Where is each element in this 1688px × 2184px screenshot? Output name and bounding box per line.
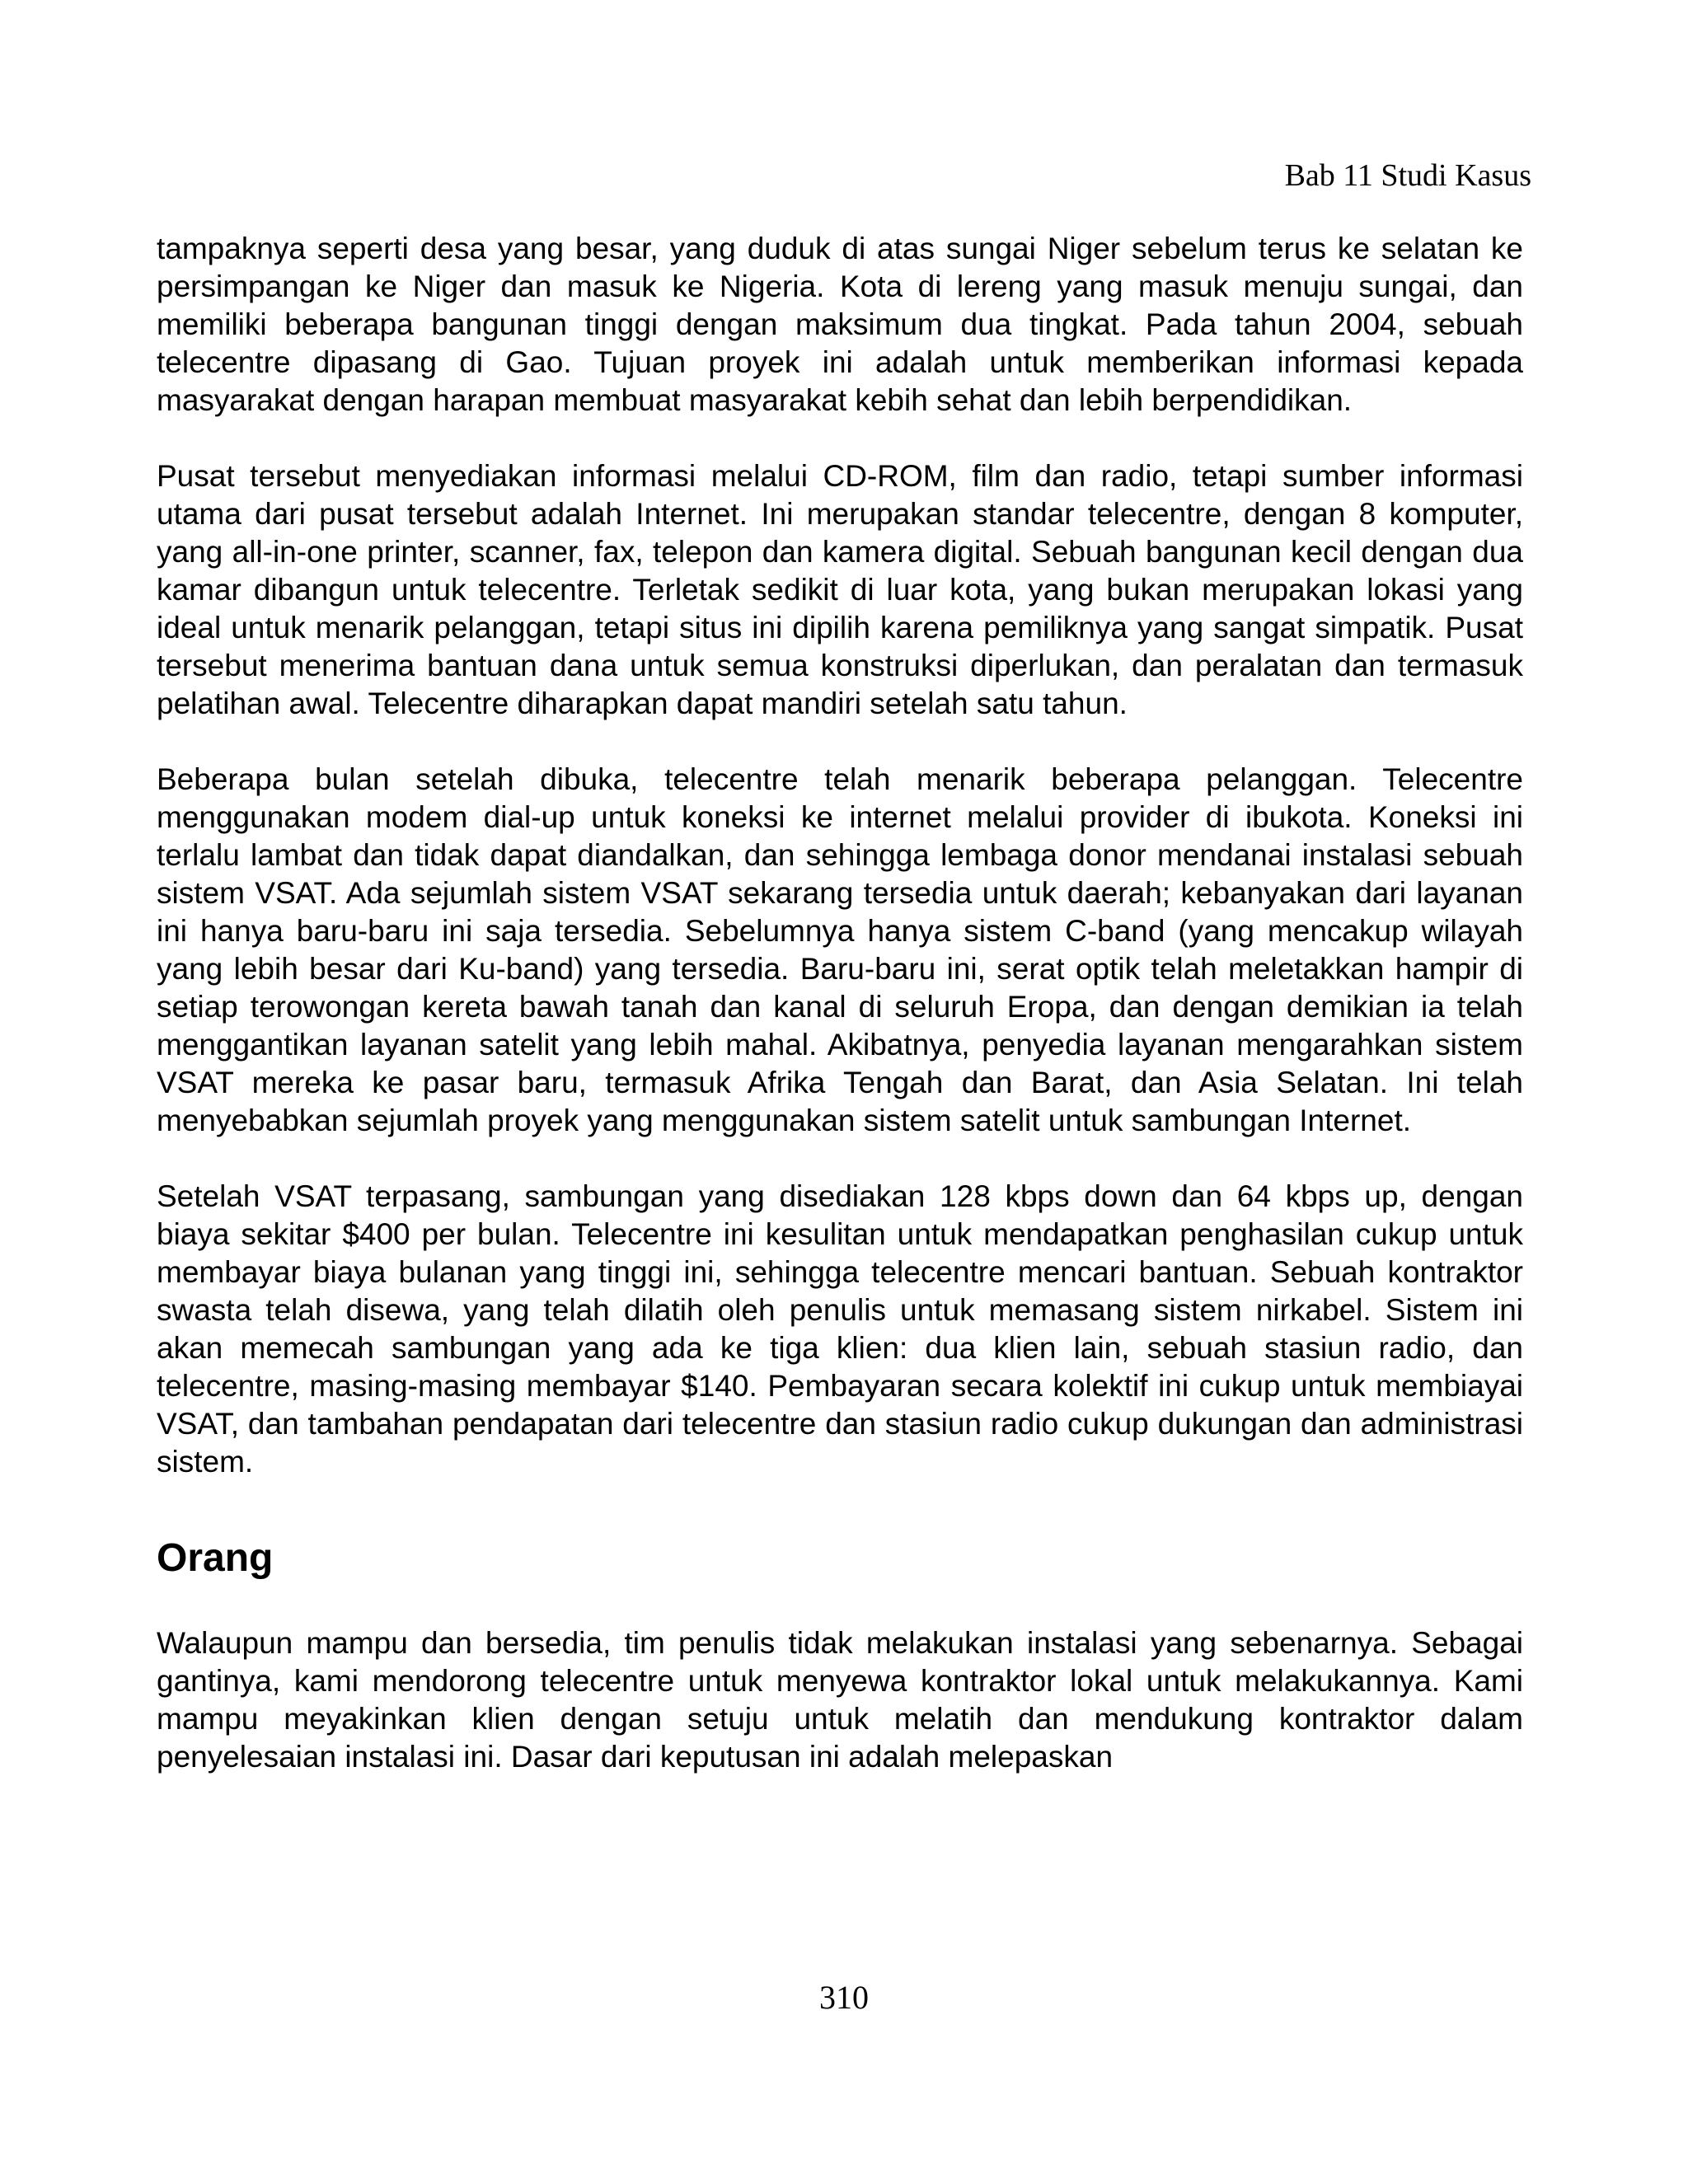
running-header: Bab 11 Studi Kasus xyxy=(1284,158,1531,193)
paragraph-vsat-connection: Beberapa bulan setelah dibuka, telecentre telah menarik beberapa pelanggan. Telecentre menggunakan modem dial-up untuk koneksi ke internet melalui provider di ibukota. Koneksi ini terlalu lambat dan tidak dapat diandalkan, dan sehingga lembaga donor mendanai instalasi sebuah sistem VSAT. Ada sejumlah sistem VSAT sekarang tersedia untuk daerah; kebanyakan dari layanan ini hanya baru-baru ini saja tersedia. Sebelumnya hanya sistem C-band (yang mencakup wilayah yang lebih besar dari Ku-band) yang tersedia. Baru-baru ini, serat optik telah meletakkan hampir di setiap terowongan kereta bawah tanah dan kanal di seluruh Eropa, dan dengan demikian ia telah menggantikan layanan satelit yang lebih mahal. Akibatnya, penyedia layanan mengarahkan sistem VSAT mereka ke pasar baru, termasuk Afrika Tengah dan Barat, dan Asia Selatan. Ini telah menyebabkan sejumlah proyek yang menggunakan sistem satelit untuk sambungan Internet. xyxy=(157,762,1523,1137)
page-body xyxy=(157,230,1523,1814)
section-heading-orang: Orang xyxy=(157,1536,274,1580)
paragraph-vsat-cost: Setelah VSAT terpasang, sambungan yang disediakan 128 kbps down dan 64 kbps up, dengan biaya sekitar $400 per bulan. Telecentre ini kesulitan untuk mendapatkan penghasilan cukup untuk membayar biaya bulanan yang tinggi ini, sehingga telecentre mencari bantuan. Sebuah kontraktor swasta telah disewa, yang telah dilatih oleh penulis untuk memasang sistem nirkabel. Sistem ini akan memecah sambungan yang ada ke tiga klien: dua klien lain, sebuah stasiun radio, dan telecentre, masing-masing membayar $140. Pembayaran secara kolektif ini cukup untuk membiayai VSAT, dan tambahan pendapatan dari telecentre dan stasiun radio cukup dukungan dan administrasi sistem. xyxy=(157,1179,1523,1479)
paragraph-orang: Walaupun mampu dan bersedia, tim penulis tidak melakukan instalasi yang sebenarnya. Sebagai gantinya, kami mendorong telecentre untuk menyewa kontraktor lokal untuk melakukannya. Kami mampu meyakinkan klien dengan setuju untuk melatih dan mendukung kontraktor dalam penyelesaian instalasi ini. Dasar dari keputusan ini adalah melepaskan xyxy=(157,1626,1523,1774)
page-number: 310 xyxy=(819,1979,869,2016)
paragraph-gao-telecentre: tampaknya seperti desa yang besar, yang duduk di atas sungai Niger sebelum terus ke selatan ke persimpangan ke Niger dan masuk ke Nigeria. Kota di lereng yang masuk menuju sungai, dan memiliki beberapa bangunan tinggi dengan maksimum dua tingkat. Pada tahun 2004, sebuah telecentre dipasang di Gao. Tujuan proyek ini adalah untuk memberikan informasi kepada masyarakat dengan harapan membuat masyarakat kebih sehat dan lebih berpendidikan. xyxy=(157,232,1523,417)
paragraph-information-center: Pusat tersebut menyediakan informasi melalui CD-ROM, film dan radio, tetapi sumber informasi utama dari pusat tersebut adalah Internet. Ini merupakan standar telecentre, dengan 8 komputer, yang all-in-one printer, scanner, fax, telepon dan kamera digital. Sebuah bangunan kecil dengan dua kamar dibangun untuk telecentre. Terletak sedikit di luar kota, yang bukan merupakan lokasi yang ideal untuk menarik pelanggan, tetapi situs ini dipilih karena pemiliknya yang sangat simpatik. Pusat tersebut menerima bantuan dana untuk semua konstruksi diperlukan, dan peralatan dan termasuk pelatihan awal. Telecentre diharapkan dapat mandiri setelah satu tahun. xyxy=(157,459,1523,720)
